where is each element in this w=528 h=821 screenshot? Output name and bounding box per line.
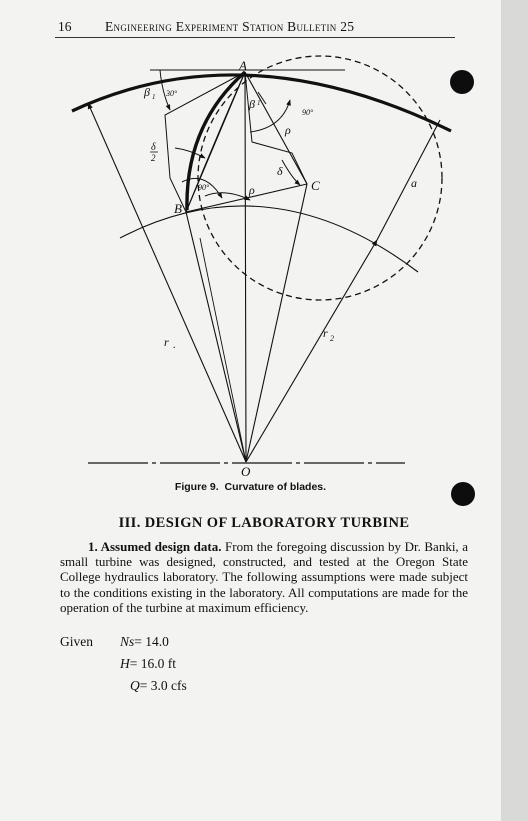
caption-text: Curvature of blades. — [224, 481, 327, 493]
label-beta1-a: β — [144, 85, 150, 99]
label-delta-c: δ — [277, 164, 283, 178]
label-r1-dot: . — [173, 337, 176, 351]
line-a — [377, 120, 440, 240]
page-number: 16 — [58, 19, 72, 34]
given-value: = 14.0 — [134, 634, 169, 649]
label-beta1-b-sub: 1 — [257, 99, 261, 107]
radius-r1 — [88, 103, 246, 462]
line-ab — [186, 72, 245, 212]
label-rho-ac: ρ — [285, 123, 291, 137]
label-o: O — [241, 464, 251, 479]
label-90deg-b: 90° — [198, 183, 210, 192]
given-symbol: H — [120, 656, 130, 671]
header-rule — [55, 37, 455, 38]
label-30deg: 30° — [166, 89, 178, 98]
given-symbol: Ns — [120, 634, 135, 649]
given-symbol: Q — [130, 678, 140, 693]
body-paragraph — [60, 539, 468, 615]
angle-arc-90-a — [250, 100, 290, 132]
label-delta-b-num: δ — [151, 142, 156, 153]
paragraph-body: From the foregoing discussion by Dr. Banki, a small turbine was designed, constructed, and tested at the Oregon State College hydraulics laboratory. The following assumptions were made subject to the conditions existing in the laboratory. All computations are made for the operation of the turbine at maximum efficiency. — [60, 539, 469, 615]
section-heading: III. DESIGN OF LABORATORY TURBINE — [118, 515, 410, 531]
given-value: = 16.0 ft — [129, 656, 176, 671]
line-oc — [246, 184, 307, 462]
label-c: C — [311, 178, 320, 193]
given-value: = 3.0 cfs — [139, 678, 187, 693]
line-ob — [186, 212, 246, 462]
label-90deg-a: 90° — [302, 108, 314, 117]
figure-caption — [0, 481, 501, 493]
outer-rim-arc — [72, 75, 451, 131]
label-a: A — [239, 58, 247, 73]
blade-curvature-diagram — [0, 50, 501, 479]
inner-rim-arc — [120, 206, 418, 272]
caption-number: Figure 9. — [174, 481, 219, 493]
radius-oa — [245, 72, 246, 462]
line-o-left — [200, 238, 246, 462]
radius-r2 — [246, 240, 377, 462]
given-label: Given — [60, 634, 93, 649]
label-a-small: a — [411, 176, 417, 190]
page-header — [55, 19, 455, 39]
paragraph-lead: 1. Assumed design data. — [88, 539, 222, 554]
running-head: Engineering Experiment Station Bulletin 25 — [105, 19, 355, 34]
label-r2: r — [323, 326, 328, 340]
label-beta1-b: β — [249, 97, 255, 111]
label-delta-b-den: 2 — [151, 153, 156, 163]
label-b: B — [174, 201, 182, 216]
given-line-h — [120, 656, 176, 672]
label-beta1-a-sub: 1 — [152, 93, 156, 101]
given-line-q — [130, 678, 187, 694]
label-r2-sub: 2 — [330, 334, 334, 343]
label-rho-bc: ρ — [249, 183, 255, 197]
label-r1: r — [164, 335, 169, 349]
line-ac — [245, 72, 307, 184]
given-line-ns — [120, 634, 169, 650]
